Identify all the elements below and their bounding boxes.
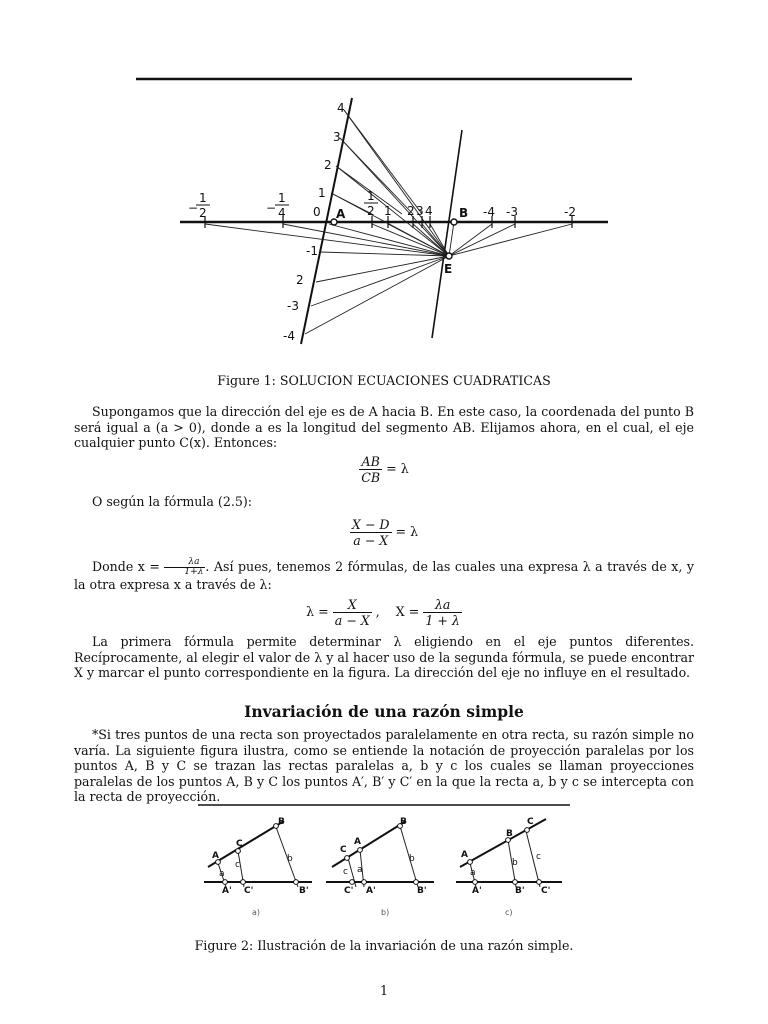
axis-label-m2: -2 — [564, 205, 576, 219]
line-BE — [432, 130, 462, 338]
figure-2-diagram — [0, 795, 768, 930]
svg-text:C: C — [340, 845, 347, 855]
axis-label-mhalf-den: 2 — [199, 206, 207, 220]
scale-label-1: 1 — [318, 186, 326, 200]
axis-labels — [188, 189, 576, 220]
axis-label-mhalf-sign: − — [188, 201, 199, 215]
svg-text:b: b — [512, 858, 518, 868]
p3-frac-denominator: 1+λ — [184, 567, 204, 577]
eq2-rhs: = λ — [395, 524, 419, 539]
equation-1 — [0, 454, 768, 485]
svg-text:b: b — [409, 854, 415, 864]
paragraph-1-text: Supongamos que la dirección del eje es de A hacia B. En este caso, la coordenada del punto B será igual a (a > 0), donde a es la longitud del segmento AB. Elijamos ahora, en el cual, el eje cualquier punto C(x). Entonces: — [74, 404, 694, 450]
svg-text:A': A' — [366, 886, 376, 896]
svg-text:c: c — [343, 867, 348, 877]
panel-b — [326, 817, 434, 917]
svg-text:b: b — [287, 854, 293, 864]
svg-text:C': C' — [344, 886, 354, 896]
scale-label-m1: -1 — [306, 244, 318, 258]
axis-label-mquarter-den: 4 — [278, 206, 286, 220]
paragraph-5-text: *Si tres puntos de una recta son proyectados paralelamente en otra recta, su razón simple no varía. La siguiente figura ilustra, como se entiende la notación de proyección paralelas por los puntos A, B y C se trazan las rectas paralelas a, b y c los cuales se llaman proyecciones paralelas de los puntos A, B y C los puntos A′, B′ y C′ en la que la recta a, b y c se intercepta con la recta de proyección. — [74, 727, 694, 804]
label-B: B — [459, 206, 469, 220]
axis-label-mhalf-num: 1 — [199, 191, 207, 205]
svg-text:B: B — [400, 817, 407, 827]
paragraph-5 — [74, 727, 694, 805]
point-E — [446, 253, 452, 259]
scale-label-m3: -3 — [287, 299, 299, 313]
scale-label-3: 3 — [333, 130, 341, 144]
svg-text:a: a — [470, 868, 476, 878]
axis-label-half-den: 2 — [367, 204, 375, 218]
figure-1-diagram — [0, 0, 768, 360]
svg-text:B': B' — [299, 886, 309, 896]
svg-text:c: c — [235, 860, 240, 870]
paragraph-4-text: La primera fórmula permite determinar λ eligiendo en el eje puntos diferentes. Recíprocamente, al elegir el valor de λ y al hacer uso de la segunda fórmula, se puede encontrar X y marcar el punto correspondiente en la figura. La dirección del eje no influye en el resultado. — [74, 634, 694, 680]
svg-text:B: B — [278, 817, 285, 827]
scale-label-4: 4 — [337, 101, 345, 115]
label-E: E — [444, 262, 453, 276]
eq1-rhs: = λ — [386, 461, 409, 476]
svg-text:a): a) — [252, 908, 261, 917]
svg-text:A: A — [461, 850, 468, 860]
svg-text:A: A — [212, 851, 219, 861]
svg-text:c): c) — [505, 908, 513, 917]
axis-label-4: 4 — [425, 204, 433, 218]
eq2-numerator: X − D — [351, 517, 390, 532]
svg-text:C': C' — [244, 886, 254, 896]
scale-label-0: 0 — [313, 205, 321, 219]
paragraph-2 — [74, 494, 694, 510]
figure-2-caption: Figure 2: Ilustración de la invariación de una razón simple. — [194, 938, 574, 953]
axis-label-mquarter-sign: − — [266, 201, 277, 215]
svg-text:A: A — [354, 837, 361, 847]
eq3-denominator-2: 1 + λ — [425, 613, 460, 628]
svg-text:C': C' — [541, 886, 551, 896]
figure-1-caption: Figure 1: SOLUCION ECUACIONES CUADRATICAS — [217, 373, 551, 388]
axis-label-1: 1 — [384, 204, 392, 218]
axis-label-half-num: 1 — [367, 189, 375, 203]
label-A: A — [336, 207, 346, 221]
panel-a — [204, 817, 312, 917]
eq3-denominator-1: a − X — [334, 613, 370, 628]
axis-label-2: 2 — [407, 204, 415, 218]
svg-text:a: a — [357, 865, 363, 875]
svg-text:B': B' — [417, 886, 427, 896]
svg-text:B: B — [506, 829, 513, 839]
svg-text:A': A' — [222, 886, 232, 896]
axis-label-mquarter-num: 1 — [278, 191, 286, 205]
eq3-left: λ = — [306, 604, 329, 619]
axis-label-m4: -4 — [483, 205, 495, 219]
equation-3 — [0, 597, 768, 628]
eq1-numerator: AB — [359, 454, 382, 470]
eq2-denominator: a − X — [353, 533, 389, 548]
svg-text:c: c — [536, 852, 541, 862]
svg-text:b): b) — [381, 908, 390, 917]
paragraph-1 — [74, 404, 694, 451]
paragraph-2-text: O según la fórmula (2.5): — [92, 494, 253, 509]
panel-c — [456, 817, 562, 917]
eq3-mid: , X = — [375, 604, 420, 619]
paragraph-3-pre: Donde x = — [92, 559, 160, 574]
paragraph-3-post: . Así pues, tenemos 2 fórmulas, de las cuales una expresa λ a través de x, y la otra expresa x a través de λ: — [74, 559, 694, 592]
eq3-numerator-1: X — [333, 597, 372, 613]
section-title: Invariación de una razón simple — [244, 702, 524, 721]
svg-text:C: C — [236, 839, 243, 849]
axis-label-3: 3 — [416, 204, 424, 218]
eq3-numerator-2: λa — [423, 597, 462, 613]
page-number: 1 — [379, 983, 388, 998]
scale-label-2: 2 — [324, 158, 332, 172]
svg-text:A': A' — [472, 886, 482, 896]
svg-text:C: C — [527, 817, 534, 827]
svg-text:a: a — [219, 869, 225, 879]
p3-frac-numerator: λa — [164, 558, 205, 568]
scale-label-m4: -4 — [283, 329, 295, 343]
axis-label-m3: -3 — [506, 205, 518, 219]
scale-label-m2: 2 — [296, 273, 304, 287]
paragraph-4 — [74, 634, 694, 681]
point-B — [451, 219, 457, 225]
svg-text:B': B' — [515, 886, 525, 896]
equation-2 — [0, 517, 768, 548]
paragraph-3 — [74, 558, 694, 593]
eq1-denominator: CB — [361, 470, 381, 485]
